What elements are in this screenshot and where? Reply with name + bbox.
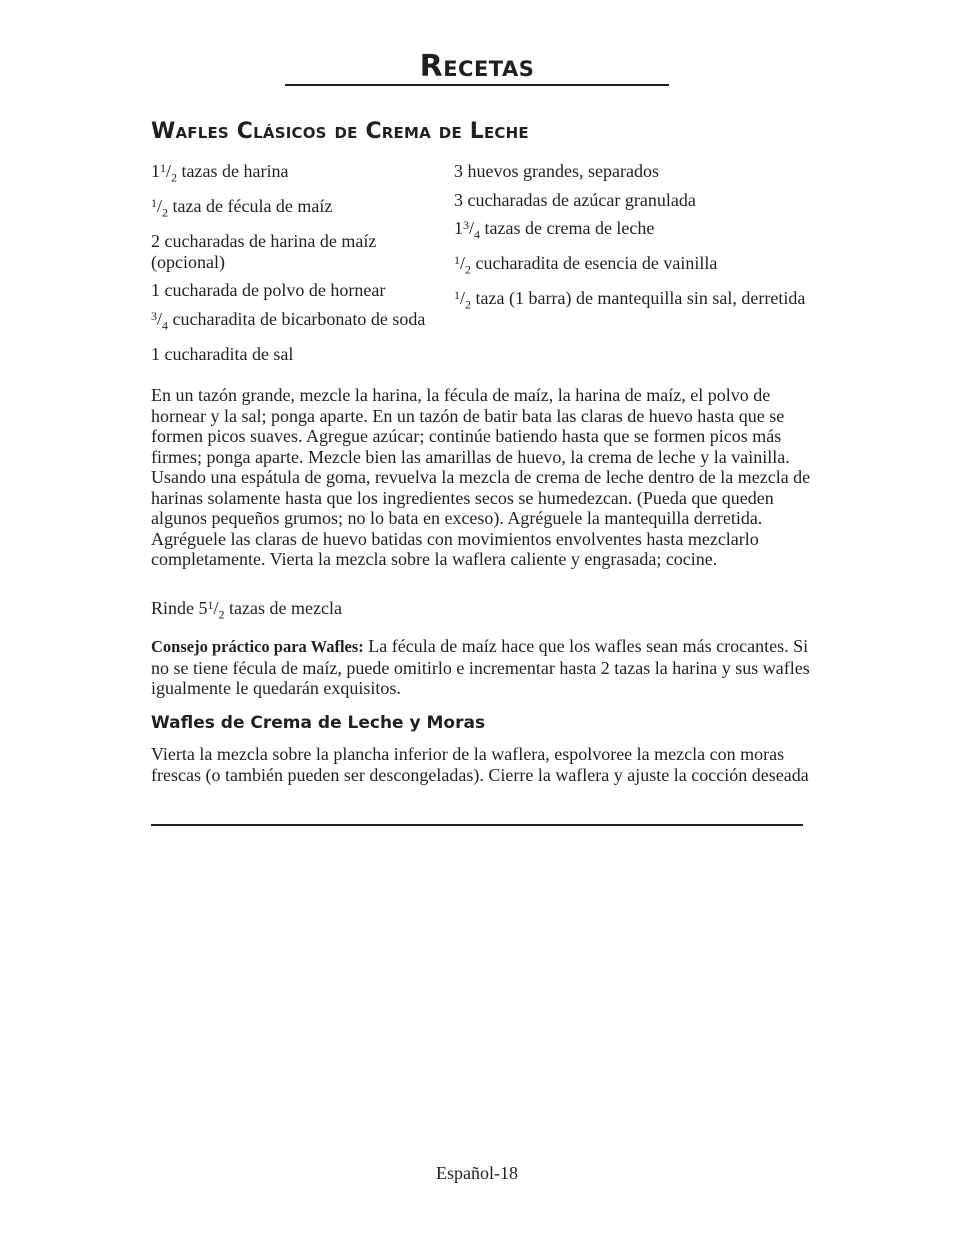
ingredient-item: $^3/_4$ cucharadita de bicarbonato de soda <box>151 308 426 333</box>
ingredient-item: 1 cucharada de polvo de hornear <box>151 280 386 301</box>
page-title: Recetas <box>285 50 669 86</box>
ingredient-item: $1^1/_2$ tazas de harina <box>151 161 289 185</box>
recipe-title: Wafles Clásicos de Crema de Leche <box>151 119 529 144</box>
tip-paragraph <box>151 636 811 699</box>
page-number: Español-18 <box>436 1163 518 1183</box>
ingredient-item: 2 cucharadas de harina de maíz (opcional) <box>151 231 377 272</box>
tip-text: La fécula de maíz hace que los wafles sean más crocantes. Si no se tiene fécula de maíz, puede omitirlo e incrementar hasta 2 tazas la harina y sus wafles igualmente le quedarán exquisitos. <box>151 636 810 698</box>
ingredients-column-right <box>454 161 811 323</box>
tip-label: Consejo práctico para Wafles: <box>151 637 364 656</box>
ingredient-item: $^1/_2$ taza (1 barra) de mantequilla sin sal, derretida <box>454 288 806 312</box>
ingredient-item: $^1/_2$ taza de fécula de maíz <box>151 196 333 220</box>
ingredient-item: $^1/_2$ cucharadita de esencia de vainilla <box>454 253 718 277</box>
variation-paragraph: Vierta la mezcla sobre la plancha inferior de la waflera, espolvoree la mezcla con moras frescas (o también pueden ser descongeladas). Cierre la waflera y ajuste la cocción deseada <box>151 744 809 785</box>
bottom-divider <box>151 824 803 826</box>
ingredient-item: $1^3/_4$ tazas de crema de leche <box>454 218 655 242</box>
ingredient-item: 3 cucharadas de azúcar granulada <box>454 189 696 210</box>
variation-title: Wafles de Crema de Leche y Moras <box>151 713 486 733</box>
directions-paragraph: En un tazón grande, mezcle la harina, la fécula de maíz, la harina de maíz, el polvo de hornear y la sal; ponga aparte. En un tazón de batir bata las claras de huevo hasta que se formen picos suaves. Agregue azúcar; continúe batiendo hasta que se formen picos más firmes; ponga aparte. Mezcle bien las amarillas de huevo, la crema de leche y la vainilla. Usando una espátula de goma, revuelva la mezcla de crema de leche dentro de la mezcla de harinas solamente hasta que los ingredientes secos se humedezcan. (Pueda que queden algunos pequeños grumos; no lo bata en exceso). Agréguele la mantequilla derretida. Agréguele las claras de huevo batidas con movimientos envolventes hasta mezclarlo completamente. Vierta la mezcla sobre la waflera caliente y engrasada; cocine. <box>151 385 811 569</box>
yield-line: Rinde $5^1/_2$ tazas de mezcla <box>151 598 342 622</box>
ingredient-item: 1 cucharadita de sal <box>151 343 294 364</box>
ingredients-column-left <box>151 161 441 372</box>
ingredient-item: 3 huevos grandes, separados <box>454 161 659 181</box>
